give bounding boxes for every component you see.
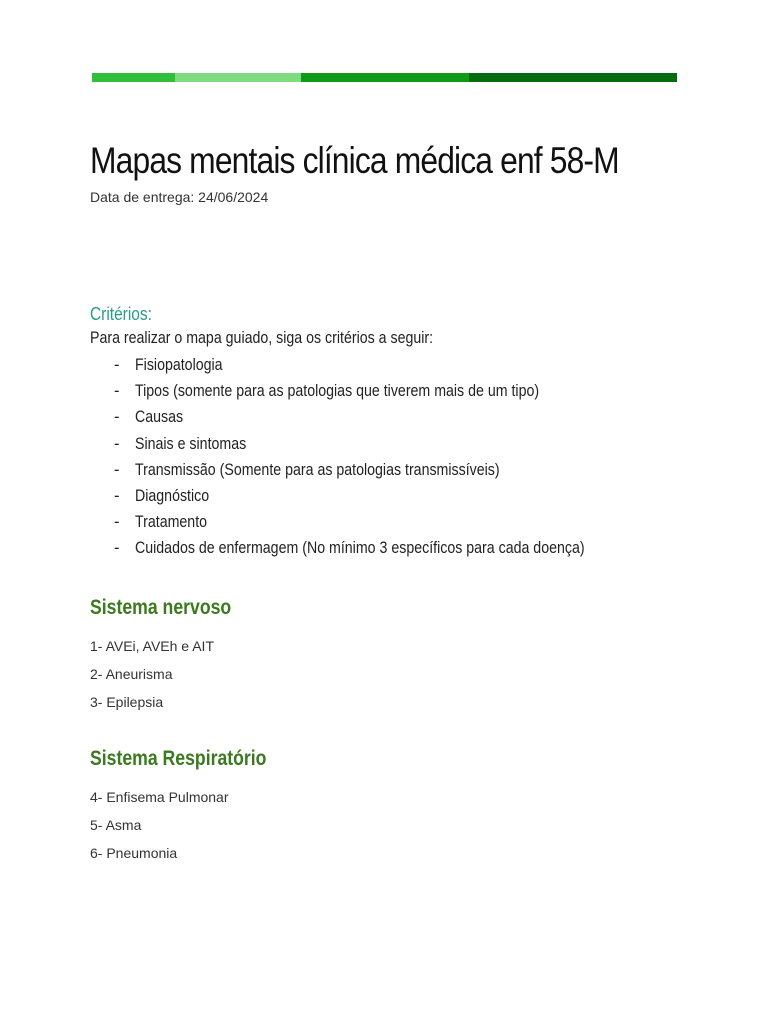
section-heading-sistema-respiratorio: Sistema Respiratório [90, 747, 267, 770]
dash-bullet: - [114, 486, 120, 505]
criteria-heading: Critérios: [90, 304, 152, 324]
header-color-bar [92, 73, 677, 82]
document-title: Mapas mentais clínica médica enf 58-M [90, 140, 619, 181]
dash-bullet: - [114, 513, 120, 532]
criteria-item-text: Fisiopatologia [135, 356, 223, 374]
disease-item: 6- Pneumonia [90, 845, 178, 861]
criteria-item-text: Diagnóstico [135, 486, 210, 505]
color-bar-segment [175, 73, 301, 82]
criteria-item-text: Tratamento [135, 513, 208, 532]
color-bar-segment [469, 73, 677, 82]
color-bar-segment [92, 73, 175, 82]
criteria-item-text: Transmissão (Somente para as patologias transmissíveis) [135, 460, 500, 479]
color-bar-segment [301, 73, 469, 82]
disease-item: 5- Asma [90, 817, 142, 833]
disease-item: 2- Aneurisma [90, 666, 173, 682]
criteria-item-text: Causas [135, 408, 184, 427]
criteria-item-text: Tipos (somente para as patologias que tiverem mais de um tipo) [135, 382, 540, 401]
dash-bullet: - [114, 539, 120, 558]
dash-bullet: - [114, 356, 120, 374]
disease-item: 1- AVEi, AVEh e AIT [90, 638, 214, 654]
section-heading-sistema-nervoso: Sistema nervoso [90, 596, 232, 619]
dash-bullet: - [114, 434, 120, 453]
criteria-item-text: Sinais e sintomas [135, 434, 247, 453]
criteria-item-text: Cuidados de enfermagem (No mínimo 3 específicos para cada doença) [135, 539, 585, 558]
disease-item: 4- Enfisema Pulmonar [90, 789, 229, 805]
delivery-date: Data de entrega: 24/06/2024 [90, 189, 269, 205]
criteria-intro: Para realizar o mapa guiado, siga os critérios a seguir: [90, 329, 434, 347]
disease-list-nervoso [90, 637, 214, 721]
dash-bullet: - [114, 408, 120, 427]
disease-list-respiratorio [90, 788, 229, 872]
dash-bullet: - [114, 382, 120, 401]
disease-item: 3- Epilepsia [90, 694, 164, 710]
dash-bullet: - [114, 460, 120, 479]
